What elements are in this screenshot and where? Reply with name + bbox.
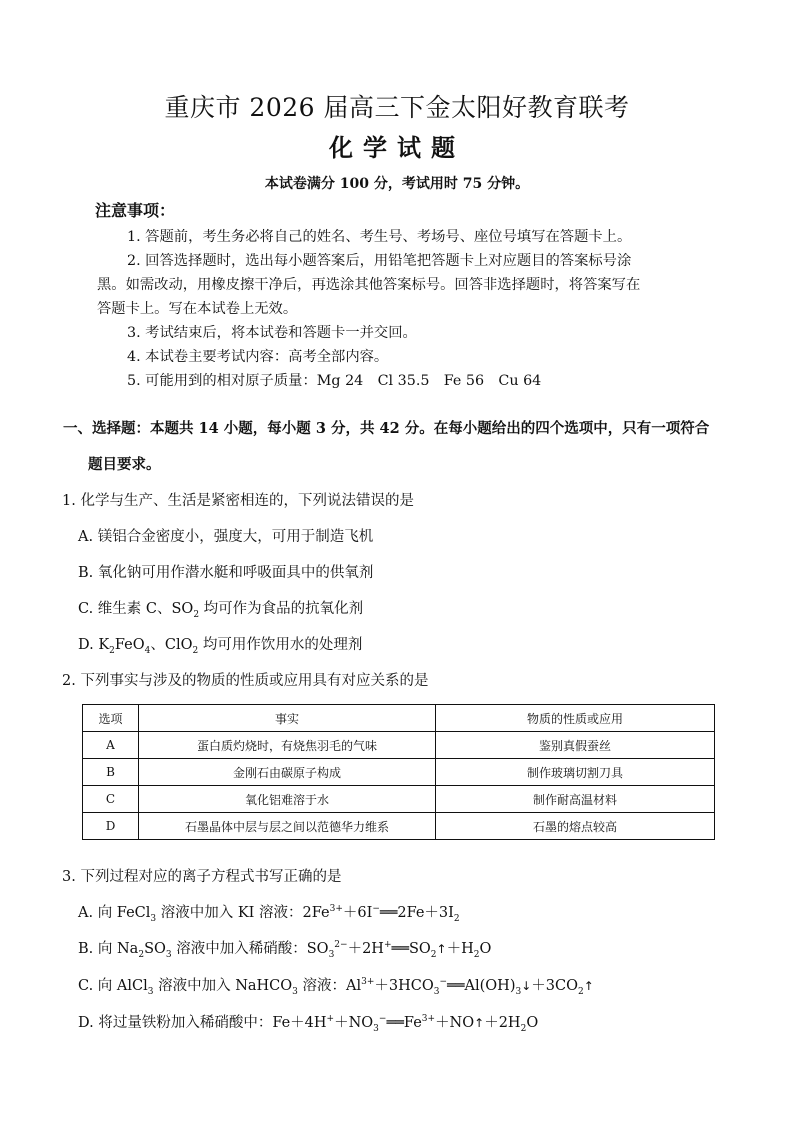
- q1-option-d: D. $K_2FeO_4$、ClO$_2$ 均可用作饮用水的处理剂: [78, 637, 363, 656]
- notice-item-2-line2: 黑。如需改动，用橡皮擦干净后，再选涂其他答案标号。回答非选择题时，将答案写在: [97, 277, 641, 293]
- table-header-row: [83, 705, 715, 732]
- subject-title: 化学试题: [329, 133, 465, 162]
- table-cell: B: [83, 759, 139, 786]
- gas-up-arrow-icon: ↑: [474, 1016, 485, 1030]
- q2-table: [82, 704, 715, 840]
- exam-title: 重庆市 2026 届高三下金太阳好教育联考: [164, 93, 630, 122]
- table-cell: C: [83, 786, 139, 813]
- q3-option-c: C. 向 AlCl$_3$ 溶液中加入 NaHCO$_3$ 溶液：$Al^{3+}+3HCO_3^-══Al(OH)_3↓+3CO_2↑$: [78, 977, 594, 997]
- q3-option-a: A. 向 FeCl$_3$ 溶液中加入 KI 溶液：$2Fe^{3+}+6I^-══2Fe+3I_2$: [78, 904, 460, 924]
- table-cell: 石墨晶体中层与层之间以范德华力维系: [139, 813, 436, 840]
- table-header-property: 物质的性质或应用: [436, 705, 715, 732]
- table-cell: 制作玻璃切割刀具: [436, 759, 715, 786]
- table-cell: 蛋白质灼烧时，有烧焦羽毛的气味: [139, 732, 436, 759]
- notice-item-1: 1. 答题前，考生务必将自己的姓名、考生号、考场号、座位号填写在答题卡上。: [127, 229, 632, 245]
- notice-item-2-line1: 2. 回答选择题时，选出每小题答案后，用铅笔把答题卡上对应题目的答案标号涂: [127, 253, 632, 269]
- notice-item-3: 3. 考试结束后，将本试卷和答题卡一并交回。: [127, 325, 417, 341]
- table-cell: D: [83, 813, 139, 840]
- table-row: [83, 813, 715, 840]
- table-cell: A: [83, 732, 139, 759]
- gas-up-arrow-icon: ↑: [583, 979, 594, 993]
- section-heading: 一、选择题：本题共 14 小题，每小题 3 分，共 42 分。在每小题给出的四个选项中，只有一项符合: [63, 420, 710, 437]
- table-header-fact: 事实: [139, 705, 436, 732]
- notice-heading: 注意事项：: [95, 201, 176, 220]
- q3-option-d: D. 将过量铁粉加入稀硝酸中：$Fe+4H^++NO_3^-══Fe^{3+}+NO↑+2H_2O$: [78, 1014, 539, 1034]
- notice-item-5: 5. 可能用到的相对原子质量：Mg 24 Cl 35.5 Fe 56 Cu 64: [127, 373, 542, 389]
- exam-info: 本试卷满分 100 分，考试用时 75 分钟。: [264, 176, 530, 192]
- q3-stem: 3. 下列过程对应的离子方程式书写正确的是: [62, 869, 342, 885]
- table-header-option: 选项: [83, 705, 139, 732]
- section-heading-cont: 题目要求。: [88, 456, 161, 473]
- q1-option-b: B. 氧化钠可用作潜水艇和呼吸面具中的供氧剂: [78, 565, 374, 581]
- table-row: [83, 732, 715, 759]
- q1-option-c: C. 维生素 C、$SO_2$ 均可作为食品的抗氧化剂: [78, 601, 364, 620]
- table-cell: 制作耐高温材料: [436, 786, 715, 813]
- q1-option-a: A. 镁铝合金密度小，强度大，可用于制造飞机: [78, 529, 374, 545]
- table-row: [83, 786, 715, 813]
- table-cell: 氧化铝难溶于水: [139, 786, 436, 813]
- precipitate-down-arrow-icon: ↓: [521, 979, 532, 993]
- q2-stem: 2. 下列事实与涉及的物质的性质或应用具有对应关系的是: [62, 673, 429, 689]
- q3-option-b: B. 向 $Na_2SO_3$ 溶液中加入稀硝酸：$SO_3^{2-}+2H^+══SO_2↑+H_2O$: [78, 940, 492, 960]
- table-cell: 金刚石由碳原子构成: [139, 759, 436, 786]
- gas-up-arrow-icon: ↑: [436, 942, 447, 956]
- notice-item-2-line3: 答题卡上。写在本试卷上无效。: [97, 301, 298, 317]
- table-cell: 鉴别真假蚕丝: [436, 732, 715, 759]
- notice-item-4: 4. 本试卷主要考试内容：高考全部内容。: [127, 349, 389, 365]
- table-cell: 石墨的熔点较高: [436, 813, 715, 840]
- table-row: [83, 759, 715, 786]
- q1-stem: 1. 化学与生产、生活是紧密相连的，下列说法错误的是: [62, 493, 414, 509]
